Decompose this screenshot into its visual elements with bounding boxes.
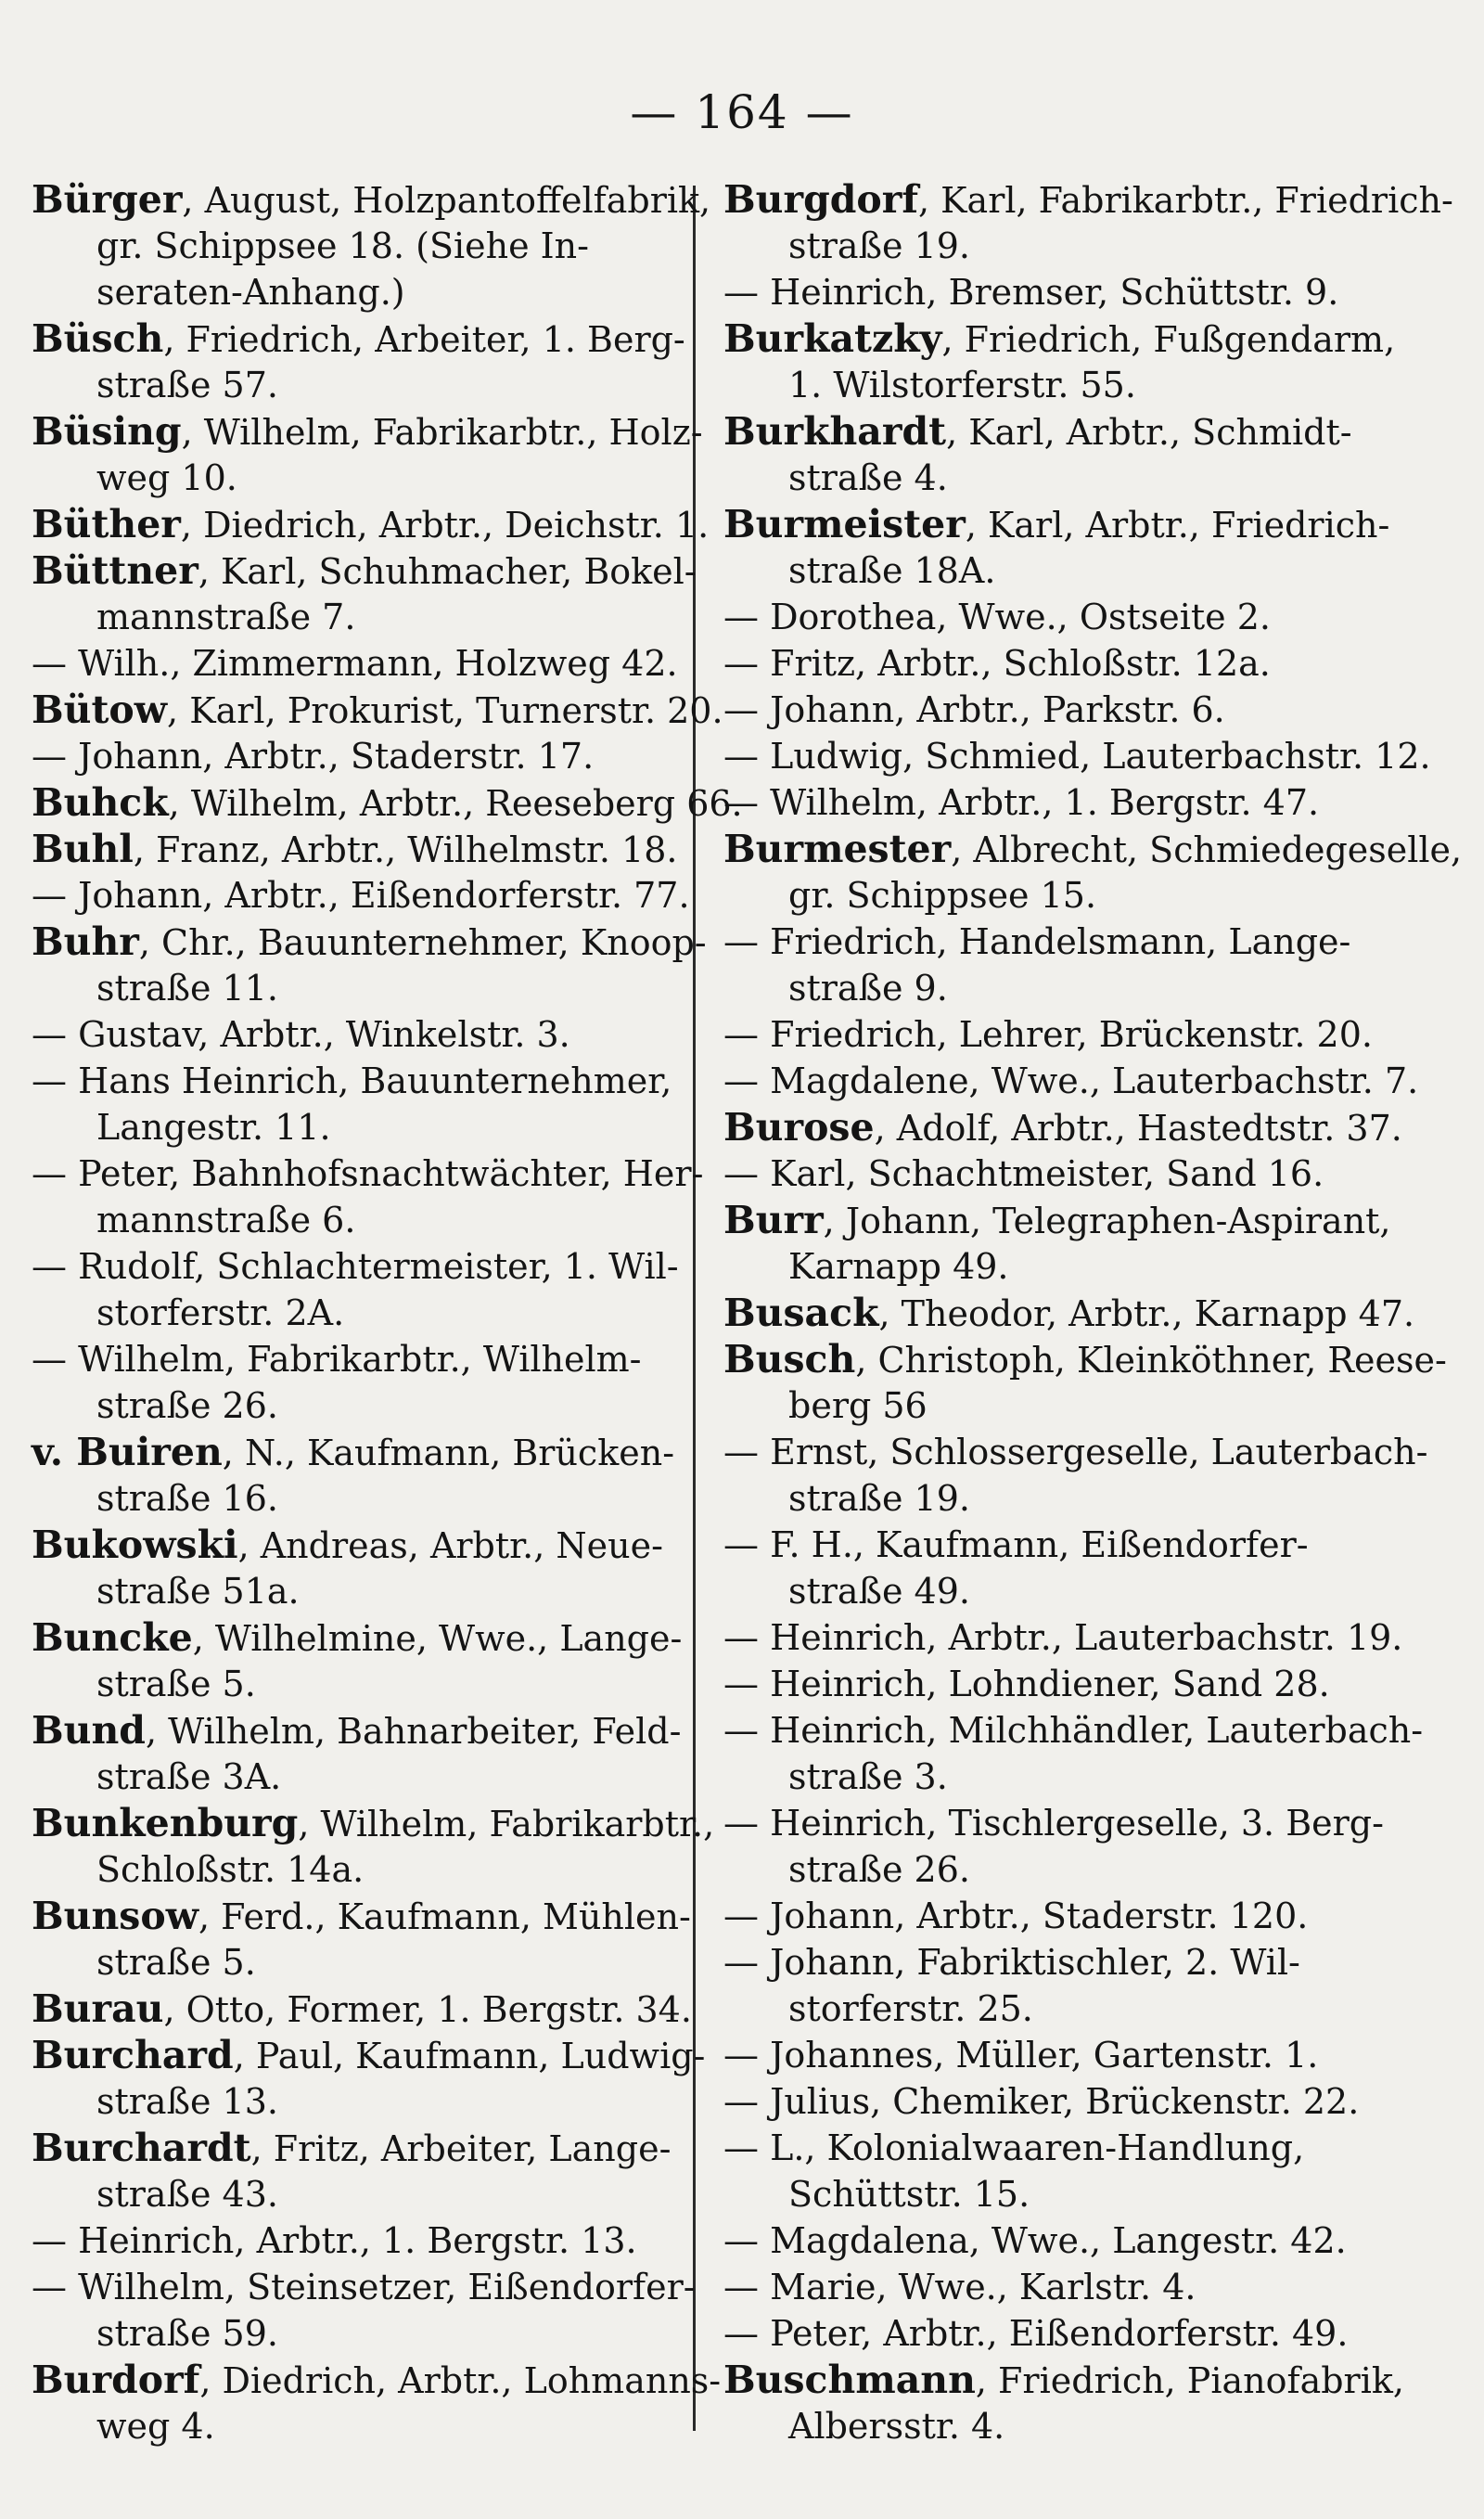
entry-text: weg 4. xyxy=(96,2406,215,2447)
directory-line xyxy=(723,1846,1465,1893)
entry-text: — Heinrich, Tischlergeselle, 3. Berg- xyxy=(723,1803,1384,1844)
entry-text: , Ferd., Kaufmann, Mühlen- xyxy=(198,1896,691,1937)
entry-text: — Friedrich, Handelsmann, Lange- xyxy=(723,921,1351,962)
surname: Bund xyxy=(32,1708,146,1753)
directory-line xyxy=(723,1011,1465,1058)
entry-text: , Paul, Kaufmann, Ludwig- xyxy=(233,2036,706,2076)
directory-line xyxy=(723,826,1465,872)
entry-text: straße 9. xyxy=(788,968,948,1009)
surname: Burchardt xyxy=(32,2126,251,2170)
directory-line xyxy=(32,1846,685,1893)
entry-text: Albersstr. 4. xyxy=(788,2406,1005,2447)
entry-text: gr. Schippsee 15. xyxy=(788,875,1097,916)
directory-line xyxy=(723,687,1465,733)
directory-line xyxy=(723,2403,1465,2449)
entry-text: , Karl, Arbtr., Schmidt- xyxy=(946,412,1352,453)
directory-line xyxy=(32,2310,685,2357)
directory-line xyxy=(32,315,685,362)
directory-line xyxy=(723,1197,1465,1243)
directory-line xyxy=(32,2032,706,2078)
entry-text: straße 5. xyxy=(96,1942,256,1983)
directory-line xyxy=(723,1243,1465,1290)
entry-text: straße 18A. xyxy=(788,550,996,591)
entry-text: — Marie, Wwe., Karlstr. 4. xyxy=(723,2267,1196,2307)
entry-text: — Fritz, Arbtr., Schloßstr. 12a. xyxy=(723,643,1271,684)
entry-text: — Wilhelm, Steinsetzer, Eißendorfer- xyxy=(32,2267,696,2307)
entry-text: — Heinrich, Arbtr., Lauterbachstr. 19. xyxy=(723,1617,1403,1658)
directory-line xyxy=(32,1150,704,1197)
entry-text: straße 4. xyxy=(788,457,948,498)
directory-line xyxy=(723,1522,1465,1568)
directory-line xyxy=(32,1290,685,1336)
entry-text: straße 26. xyxy=(96,1385,278,1426)
directory-line xyxy=(723,1336,1465,1382)
right-column xyxy=(723,176,1465,2449)
directory-line xyxy=(723,408,1465,455)
directory-line xyxy=(723,2264,1465,2310)
directory-line xyxy=(32,1986,692,2032)
directory-line xyxy=(723,1475,1465,1522)
entry-text: , Karl, Arbtr., Friedrich- xyxy=(965,505,1390,546)
directory-line xyxy=(32,269,685,315)
directory-line xyxy=(723,1058,1465,1104)
entry-text: — Dorothea, Wwe., Ostseite 2. xyxy=(723,597,1271,637)
directory-line xyxy=(723,1150,1465,1197)
directory-line xyxy=(723,1939,1465,1986)
entry-text: , Karl, Schuhmacher, Bokel- xyxy=(198,551,697,592)
entry-text: , N., Kaufmann, Brücken- xyxy=(222,1433,675,1473)
surname: v. Buiren xyxy=(32,1430,223,1474)
entry-text: , Karl, Fabrikarbtr., Friedrich- xyxy=(918,180,1453,221)
entry-text: — F. H., Kaufmann, Eißendorfer- xyxy=(723,1524,1309,1565)
directory-line xyxy=(32,2171,685,2217)
entry-text: — Gustav, Arbtr., Winkelstr. 3. xyxy=(32,1014,570,1055)
directory-line xyxy=(32,2357,722,2403)
directory-line xyxy=(723,2032,1465,2078)
directory-line xyxy=(32,1661,685,1707)
entry-text: Schloßstr. 14a. xyxy=(96,1849,365,1890)
directory-line xyxy=(723,1290,1465,1336)
directory-line xyxy=(32,1197,685,1243)
surname: Buhr xyxy=(32,919,139,964)
directory-line xyxy=(32,1707,685,1754)
entry-text: , Karl, Prokurist, Turnerstr. 20. xyxy=(167,690,723,731)
entry-text: — Wilhelm, Fabrikarbtr., Wilhelm- xyxy=(32,1339,642,1380)
surname: Bürger xyxy=(32,177,183,222)
directory-line xyxy=(723,640,1465,687)
entry-text: , Wilhelm, Fabrikarbtr., xyxy=(298,1804,715,1844)
entry-text: , Chr., Bauunternehmer, Knoop- xyxy=(138,922,707,963)
entry-text: berg 56 xyxy=(788,1385,928,1426)
directory-line xyxy=(723,362,1465,408)
entry-text: , Johann, Telegraphen-Aspirant, xyxy=(823,1201,1391,1241)
entry-text: — Heinrich, Bremser, Schüttstr. 9. xyxy=(723,272,1339,313)
directory-line xyxy=(723,1382,1465,1429)
directory-line xyxy=(32,1382,685,1429)
entry-text: weg 10. xyxy=(96,457,237,498)
entry-text: , Friedrich, Arbeiter, 1. Berg- xyxy=(163,319,685,360)
entry-text: straße 57. xyxy=(96,365,278,405)
entry-text: straße 13. xyxy=(96,2081,278,2122)
directory-line xyxy=(32,1475,685,1522)
surname: Bukowski xyxy=(32,1523,238,1567)
directory-line xyxy=(723,2217,1465,2264)
entry-text: — Magdalena, Wwe., Langestr. 42. xyxy=(723,2220,1347,2261)
surname: Burr xyxy=(723,1198,824,1242)
surname: Bunkenburg xyxy=(32,1801,299,1845)
entry-text: — Heinrich, Arbtr., 1. Bergstr. 13. xyxy=(32,2220,637,2261)
directory-line xyxy=(32,501,710,547)
surname: Burchard xyxy=(32,2033,234,2077)
surname: Büsch xyxy=(32,316,164,361)
entry-text: — Wilh., Zimmermann, Holzweg 42. xyxy=(32,643,678,684)
directory-line xyxy=(32,1568,685,1614)
directory-line xyxy=(32,2078,685,2125)
directory-line xyxy=(723,315,1465,362)
surname: Buncke xyxy=(32,1615,193,1660)
surname: Burkatzky xyxy=(723,316,942,361)
directory-line xyxy=(723,1568,1465,1614)
directory-line xyxy=(32,779,743,826)
entry-text: , Christoph, Kleinköthner, Reese- xyxy=(855,1340,1447,1381)
surname: Bunsow xyxy=(32,1894,198,1938)
surname: Burau xyxy=(32,1986,164,2031)
entry-text: — Heinrich, Milchhändler, Lauterbach- xyxy=(723,1710,1424,1751)
entry-text: Karnapp 49. xyxy=(788,1246,1009,1287)
surname: Büsing xyxy=(32,409,182,454)
directory-line xyxy=(723,2310,1465,2357)
entry-text: , Andreas, Arbtr., Neue- xyxy=(237,1525,663,1566)
entry-text: straße 19. xyxy=(788,225,970,266)
entry-text: — Magdalene, Wwe., Lauterbachstr. 7. xyxy=(723,1060,1419,1101)
entry-text: — Friedrich, Lehrer, Brückenstr. 20. xyxy=(723,1014,1373,1055)
entry-text: straße 3. xyxy=(788,1756,948,1797)
directory-line xyxy=(32,1011,685,1058)
entry-text: — Wilhelm, Arbtr., 1. Bergstr. 47. xyxy=(723,782,1320,823)
entry-text: 1. Wilstorferstr. 55. xyxy=(788,365,1136,405)
directory-line xyxy=(723,1754,1465,1800)
entry-text: storferstr. 2A. xyxy=(96,1292,345,1333)
entry-text: , Diedrich, Arbtr., Lohmanns- xyxy=(199,2360,722,2401)
entry-text: , August, Holzpantoffelfabrik, xyxy=(182,180,711,221)
entry-text: — Ernst, Schlossergeselle, Lauterbach- xyxy=(723,1432,1428,1472)
entry-text: straße 19. xyxy=(788,1478,970,1519)
entry-text: — Hans Heinrich, Bauunternehmer, xyxy=(32,1060,672,1101)
surname: Bütow xyxy=(32,688,168,732)
directory-line xyxy=(32,2125,685,2171)
entry-text: — Peter, Bahnhofsnachtwächter, Her- xyxy=(32,1153,704,1194)
directory-line xyxy=(723,176,1465,223)
directory-line xyxy=(723,1986,1465,2032)
directory-line xyxy=(723,779,1465,826)
entry-text: , Friedrich, Fußgendarm, xyxy=(941,319,1396,360)
entry-text: , Theodor, Arbtr., Karnapp 47. xyxy=(878,1293,1415,1334)
surname: Buhl xyxy=(32,827,134,871)
directory-line xyxy=(32,223,685,269)
entry-text: straße 59. xyxy=(96,2313,278,2354)
directory-line xyxy=(723,2078,1465,2125)
surname: Burgdorf xyxy=(723,177,918,222)
directory-line xyxy=(723,1614,1465,1661)
surname: Busack xyxy=(723,1291,879,1335)
entry-text: — Johann, Fabriktischler, 2. Wil- xyxy=(723,1942,1300,1983)
surname: Burmester xyxy=(723,827,952,871)
surname: Burose xyxy=(723,1105,875,1150)
entry-text: straße 16. xyxy=(96,1478,278,1519)
entry-text: , Wilhelm, Arbtr., Reeseberg 66. xyxy=(168,783,743,824)
entry-text: gr. Schippsee 18. (Siehe In- xyxy=(96,225,589,266)
directory-line xyxy=(32,1522,685,1568)
directory-line xyxy=(32,1800,715,1846)
directory-line xyxy=(723,965,1465,1011)
surname: Burkhardt xyxy=(723,409,947,454)
directory-line xyxy=(723,2171,1465,2217)
directory-line xyxy=(723,2357,1465,2403)
directory-line xyxy=(32,176,711,223)
directory-line xyxy=(32,408,703,455)
directory-line xyxy=(32,1243,685,1290)
directory-line xyxy=(723,455,1465,501)
directory-line xyxy=(32,1754,685,1800)
directory-line xyxy=(723,872,1465,919)
entry-text: — Johann, Arbtr., Staderstr. 17. xyxy=(32,736,595,777)
entry-text: straße 3A. xyxy=(96,1756,282,1797)
directory-line xyxy=(32,687,723,733)
entry-text: — Julius, Chemiker, Brückenstr. 22. xyxy=(723,2081,1360,2122)
directory-line xyxy=(32,362,685,408)
entry-text: , Friedrich, Pianofabrik, xyxy=(975,2360,1404,2401)
entry-text: — Johann, Arbtr., Staderstr. 120. xyxy=(723,1896,1309,1936)
entry-text: — Ludwig, Schmied, Lauterbachstr. 12. xyxy=(723,736,1431,777)
surname: Buhck xyxy=(32,780,169,825)
entry-text: — Rudolf, Schlachtermeister, 1. Wil- xyxy=(32,1246,679,1287)
entry-text: — Karl, Schachtmeister, Sand 16. xyxy=(723,1153,1324,1194)
directory-line xyxy=(32,919,707,965)
surname: Buschmann xyxy=(723,2358,976,2402)
directory-line xyxy=(723,733,1465,779)
directory-line xyxy=(32,1058,685,1104)
entry-text: — L., Kolonialwaaren-Handlung, xyxy=(723,2127,1305,2168)
entry-text: mannstraße 6. xyxy=(96,1200,356,1240)
directory-line xyxy=(723,919,1465,965)
directory-line xyxy=(32,965,685,1011)
entry-text: storferstr. 25. xyxy=(788,1988,1033,2029)
directory-line xyxy=(32,1104,685,1150)
entry-text: , Albrecht, Schmiedegeselle, xyxy=(951,829,1463,870)
directory-line xyxy=(723,223,1465,269)
directory-line xyxy=(32,826,685,872)
directory-line xyxy=(723,1800,1465,1846)
directory-line xyxy=(32,594,685,640)
surname: Busch xyxy=(723,1337,856,1382)
directory-line xyxy=(723,1429,1465,1475)
directory-line xyxy=(32,872,690,919)
directory-line xyxy=(723,2125,1465,2171)
directory-line xyxy=(32,733,685,779)
directory-line xyxy=(32,1893,691,1939)
entry-text: — Johannes, Müller, Gartenstr. 1. xyxy=(723,2035,1319,2076)
directory-line xyxy=(723,1104,1465,1150)
surname: Büttner xyxy=(32,548,198,593)
entry-text: — Peter, Arbtr., Eißendorferstr. 49. xyxy=(723,2313,1349,2354)
directory-line xyxy=(723,594,1465,640)
left-column xyxy=(32,176,743,2449)
entry-text: , Wilhelmine, Wwe., Lange- xyxy=(192,1618,683,1659)
entry-text: straße 11. xyxy=(96,968,278,1009)
directory-line xyxy=(723,547,1465,594)
directory-line xyxy=(723,501,1465,547)
surname: Büther xyxy=(32,502,181,546)
entry-text: , Wilhelm, Bahnarbeiter, Feld- xyxy=(145,1711,682,1752)
directory-line xyxy=(32,1939,685,1986)
surname: Burdorf xyxy=(32,2358,200,2402)
directory-line xyxy=(32,1429,685,1475)
page-number: — 164 — xyxy=(630,85,854,139)
entry-text: , Franz, Arbtr., Wilhelmstr. 18. xyxy=(133,829,678,870)
entry-text: straße 51a. xyxy=(96,1571,300,1612)
entry-text: — Heinrich, Lohndiener, Sand 28. xyxy=(723,1664,1330,1704)
directory-line xyxy=(723,1707,1465,1754)
entry-text: — Johann, Arbtr., Parkstr. 6. xyxy=(723,689,1225,730)
entry-text: straße 43. xyxy=(96,2174,278,2215)
directory-line xyxy=(32,547,697,594)
entry-text: Schüttstr. 15. xyxy=(788,2174,1030,2215)
entry-text: Langestr. 11. xyxy=(96,1107,331,1148)
directory-line xyxy=(32,2403,685,2449)
surname: Burmeister xyxy=(723,502,966,546)
directory-line xyxy=(32,455,685,501)
entry-text: , Adolf, Arbtr., Hastedtstr. 37. xyxy=(874,1108,1402,1149)
entry-text: straße 5. xyxy=(96,1664,256,1704)
directory-line xyxy=(32,2217,685,2264)
directory-line xyxy=(32,1336,685,1382)
entry-text: — Johann, Arbtr., Eißendorferstr. 77. xyxy=(32,875,690,916)
entry-text: , Fritz, Arbeiter, Lange- xyxy=(250,2128,672,2169)
directory-line xyxy=(723,1661,1465,1707)
entry-text: seraten-Anhang.) xyxy=(96,272,405,313)
entry-text: straße 49. xyxy=(788,1571,970,1612)
directory-line xyxy=(32,640,685,687)
directory-line xyxy=(723,1893,1465,1939)
directory-line xyxy=(32,2264,696,2310)
entry-text: , Wilhelm, Fabrikarbtr., Holz- xyxy=(181,412,703,453)
entry-text: , Diedrich, Arbtr., Deichstr. 1. xyxy=(180,505,710,546)
entry-text: straße 26. xyxy=(788,1849,970,1890)
entry-text: , Otto, Former, 1. Bergstr. 34. xyxy=(163,1989,692,2030)
directory-line xyxy=(723,269,1465,315)
entry-text: mannstraße 7. xyxy=(96,597,356,637)
directory-line xyxy=(32,1614,685,1661)
